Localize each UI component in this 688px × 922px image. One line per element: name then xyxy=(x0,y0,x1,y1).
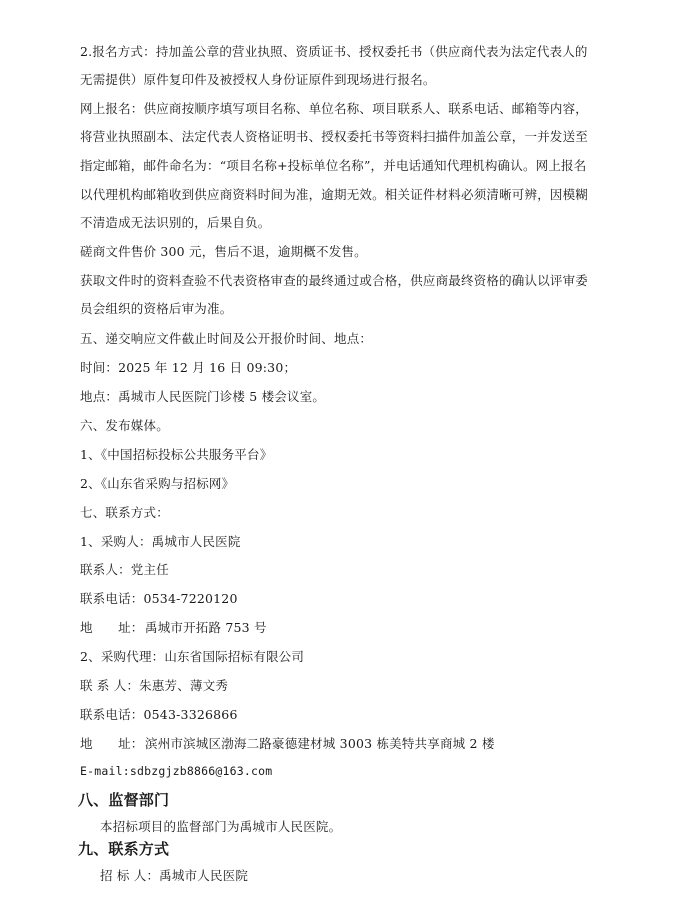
purchaser-line: 1、采购人：禹城市人民医院 xyxy=(80,534,241,549)
purchaser-address-label: 地 址： xyxy=(80,620,144,635)
qualification-note-line-1: 获取文件时的资料查验不代表资格审查的最终通过或合格，供应商最终资格的确认以评审委 xyxy=(80,273,589,288)
qualification-note-line-2: 员会组织的资格后审为准。 xyxy=(80,301,233,316)
agent-contact: 联 系 人：朱惠芳、薄文秀 xyxy=(80,678,229,693)
deadline-time: 时间：2025 年 12 月 16 日 09:30； xyxy=(80,360,297,375)
purchaser-contact: 联系人：党主任 xyxy=(80,562,169,577)
online-registration-line-1: 网上报名：供应商按顺序填写项目名称、单位名称、项目联系人、联系电话、邮箱等内容， xyxy=(80,101,589,116)
tenderer-line: 招 标 人：禹城市人民医院 xyxy=(100,868,249,883)
agent-line: 2、采购代理：山东省国际招标有限公司 xyxy=(80,649,305,664)
purchaser-phone: 联系电话：0534-7220120 xyxy=(80,591,238,606)
agent-address-label: 地 址： xyxy=(80,736,144,751)
purchaser-address-value: 禹城市开拓路 753 号 xyxy=(145,620,267,635)
media-item-2: 2、《山东省采购与招标网》 xyxy=(80,476,235,491)
section-9-title: 九、联系方式 xyxy=(78,840,170,858)
purchaser-address xyxy=(80,620,267,636)
agent-address-value: 滨州市滨城区渤海二路豪德建材城 3003 栋美特共享商城 2 楼 xyxy=(145,736,495,751)
online-registration-line-5: 不清造成无法识别的，后果自负。 xyxy=(80,215,271,230)
registration-method-line-1: 2.报名方式：持加盖公章的营业执照、资质证书、授权委托书（供应商代表为法定代表人的 xyxy=(80,44,588,59)
media-item-1: 1、《中国招标投标公共服务平台》 xyxy=(80,447,273,462)
section-7-title: 七、联系方式： xyxy=(80,505,169,520)
section-6-title: 六、发布媒体。 xyxy=(80,418,169,433)
online-registration-line-4: 以代理机构邮箱收到供应商资料时间为准，逾期无效。相关证件材料必须清晰可辨，因模糊 xyxy=(80,187,589,202)
agent-phone: 联系电话：0543-3326866 xyxy=(80,707,238,722)
supervision-text: 本招标项目的监督部门为禹城市人民医院。 xyxy=(100,819,342,834)
section-8-title: 八、监督部门 xyxy=(78,791,170,809)
online-registration-line-3: 指定邮箱，邮件命名为：“项目名称+投标单位名称”，并电话通知代理机构确认。网上报名 xyxy=(80,158,587,173)
online-registration-line-2: 将营业执照副本、法定代表人资格证明书、授权委托书等资料扫描件加盖公章，一并发送至 xyxy=(80,129,589,144)
section-5-title: 五、递交响应文件截止时间及公开报价时间、地点： xyxy=(80,331,373,346)
agent-address xyxy=(80,736,495,752)
agent-email: E-mail:sdbzgjzb8866@163.com xyxy=(80,764,273,778)
registration-method-line-2: 无需提供）原件复印件及被授权人身份证原件到现场进行报名。 xyxy=(80,72,436,87)
document-price-line: 磋商文件售价 300 元，售后不退，逾期概不发售。 xyxy=(80,244,367,259)
deadline-place: 地点：禹城市人民医院门诊楼 5 楼会议室。 xyxy=(80,389,326,404)
